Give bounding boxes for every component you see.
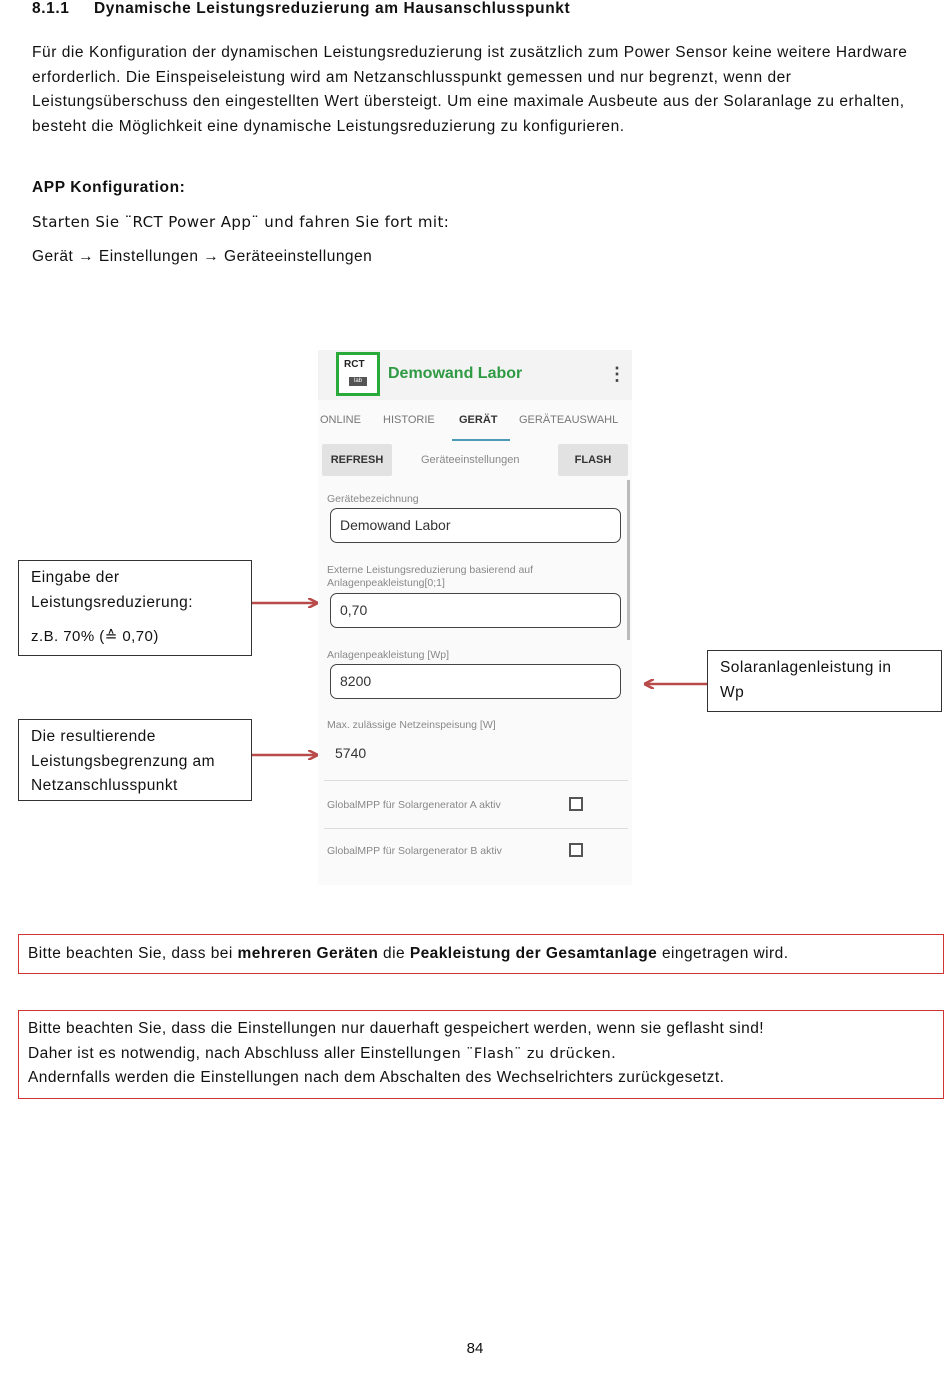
max-feed-label: Max. zulässige Netzeinspeisung [W]	[327, 719, 496, 731]
note1-text	[28, 942, 934, 967]
mpp-b-label: GlobalMPP für Solargenerator B aktiv	[327, 845, 502, 857]
reduction-label-line1: Externe Leistungsreduzierung basierend auf	[327, 564, 534, 576]
reduction-input[interactable]: 0,70	[330, 593, 621, 628]
callout-result-line3: Netzanschlusspunkt	[31, 777, 178, 794]
note2-line2	[28, 1042, 934, 1067]
note1-bold1: mehreren Geräten	[237, 945, 379, 962]
reduction-label-line2: Anlagenpeakleistung[0;1]	[327, 577, 445, 589]
device-name-label: Gerätebezeichnung	[327, 493, 419, 505]
note1-post: eingetragen wird.	[657, 945, 789, 962]
section-label: Geräteeinstellungen	[421, 454, 520, 466]
note2-line1: Bitte beachten Sie, dass die Einstellungen nur dauerhaft gespeichert werden, wenn sie geflasht sind!	[28, 1020, 765, 1037]
note1-pre: Bitte beachten Sie, dass bei	[28, 945, 238, 962]
note-multiple-devices	[18, 934, 944, 974]
app-start-instruction: Starten Sie ¨RCT Power App¨ und fahren Sie fort mit:	[32, 213, 450, 231]
peak-label: Anlagenpeakleistung [Wp]	[327, 649, 449, 661]
app-config-heading: APP Konfiguration:	[32, 179, 186, 196]
menu-path: Gerät → Einstellungen → Geräteeinstellungen	[32, 248, 373, 265]
page-number: 84	[466, 1340, 484, 1357]
kebab-menu-icon[interactable]: ⋮	[608, 364, 626, 384]
refresh-button[interactable]: REFRESH	[322, 444, 392, 476]
tab-geraet[interactable]: GERÄT	[459, 414, 498, 426]
callout-solar	[707, 650, 942, 712]
callout-result-line1: Die resultierende	[31, 728, 156, 745]
section-title: Dynamische Leistungsreduzierung am Hausanschlusspunkt	[94, 0, 571, 17]
callout-reduction-line2: Leistungsreduzierung:	[31, 593, 193, 611]
app-title: Demowand Labor	[388, 365, 523, 382]
callout-result-line2: Leistungsbegrenzung am	[31, 752, 215, 770]
callout-result	[18, 719, 252, 801]
note2-line2a: Daher ist es notwendig, nach Abschluss aller Einstellu	[28, 1044, 423, 1062]
tab-historie[interactable]: HISTORIE	[383, 414, 435, 426]
callout-reduction-line1: Eingabe der	[31, 569, 120, 586]
note2-line2b: ngen ¨Flash¨ zu drücken.	[422, 1045, 617, 1062]
tab-online[interactable]: ONLINE	[320, 414, 361, 426]
mpp-a-label: GlobalMPP für Solargenerator A aktiv	[327, 799, 501, 811]
device-name-input[interactable]: Demowand Labor	[330, 508, 621, 543]
section-number: 8.1.1	[32, 0, 70, 17]
note1-mid: die	[378, 945, 410, 962]
intro-text: Für die Konfiguration der dynamischen Leistungsreduzierung ist zusätzlich zum Power Sensor keine weitere Hardware erforderlich. Die Einspeiseleistung wird am Netzanschlusspunkt gemessen und nur begrenzt, wenn der Leistungsüberschuss den eingestellten Wert übersteigt. Um eine maximale Ausbeute aus der Solaranlage zu erhalten, besteht die Möglichkeit eine dynamische Leistungsreduzierung zu konfigurieren.	[32, 44, 908, 135]
callout-solar-line1: Solaranlagenleistung in	[720, 659, 892, 676]
callout-reduction	[18, 560, 252, 656]
callout-solar-line2: Wp	[720, 683, 745, 701]
tab-geraeteauswahl[interactable]: GERÄTEAUSWAHL	[519, 414, 619, 426]
callout-reduction-example: z.B. 70% (≙ 0,70)	[31, 628, 159, 645]
note2-line3: Andernfalls werden die Einstellungen nach dem Abschalten des Wechselrichters zurückgesetzt.	[28, 1069, 725, 1086]
max-feed-value: 5740	[335, 745, 367, 761]
logo-sub: lab	[349, 377, 367, 386]
logo-text: RCT	[344, 359, 365, 370]
note-flash	[18, 1010, 944, 1099]
flash-button[interactable]: FLASH	[558, 444, 628, 476]
peak-input[interactable]: 8200	[330, 664, 621, 699]
note1-bold2: Peakleistung der Gesamtanlage	[409, 945, 658, 962]
